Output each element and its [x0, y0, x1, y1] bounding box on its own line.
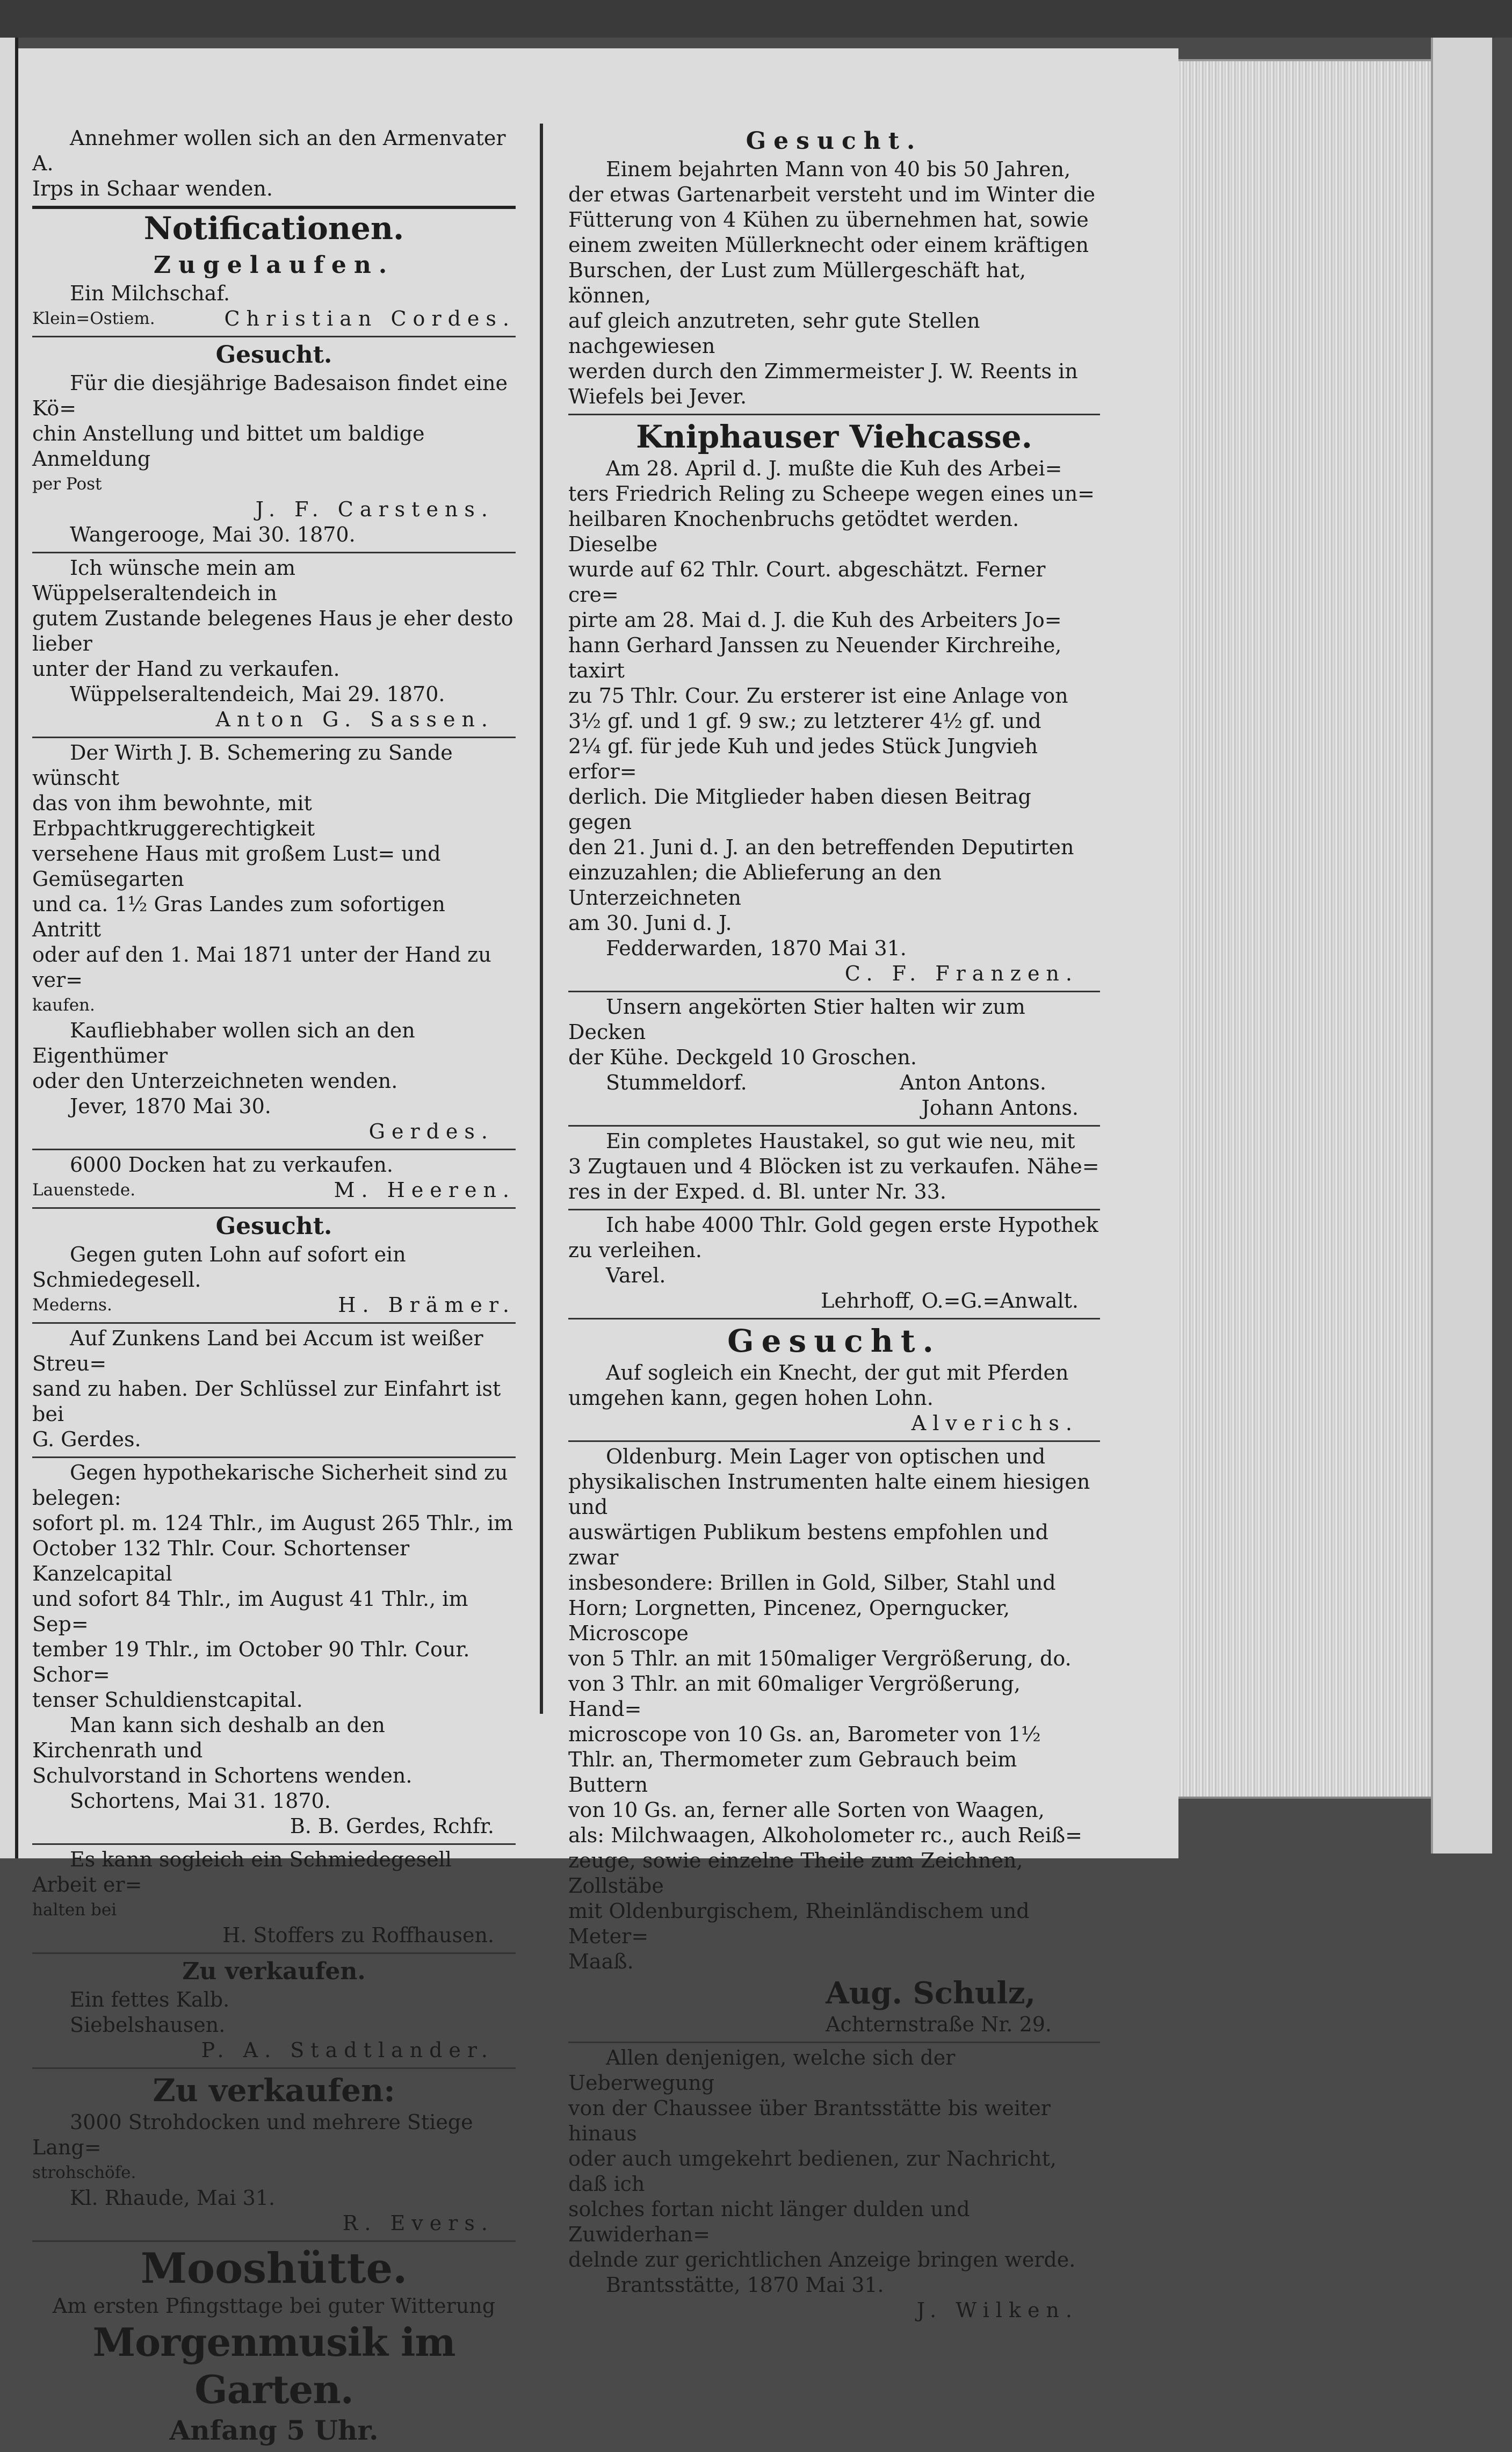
text-line: microscope von 10 Gs. an, Barometer von 1½: [568, 1722, 1041, 1746]
text-line: Horn; Lorgnetten, Pincenez, Operngucker, Microscope: [568, 1596, 1010, 1645]
text-line: von 10 Gs. an, ferner alle Sorten von Waagen,: [568, 1798, 1045, 1822]
text-line: der Kühe. Deckgeld 10 Groschen.: [568, 1045, 917, 1069]
ad-zugelaufen: [32, 248, 516, 337]
ad-heading: Zu verkaufen:: [153, 2072, 395, 2109]
ad-heading: Zu verkaufen.: [182, 1958, 366, 1985]
signature-row: [32, 1293, 516, 1318]
signature-row: [32, 1178, 516, 1203]
text-line: Wiefels bei Jever.: [568, 385, 747, 408]
text-line: Auf Zunkens Land bei Accum ist weißer Streu=: [32, 1326, 483, 1375]
ad-armenvater: [32, 124, 516, 209]
dateline: Jever, 1870 Mai 30.: [70, 1094, 271, 1118]
text-line: Für die diesjährige Badesaison findet eine Kö=: [32, 371, 508, 420]
ad-haus: [32, 553, 516, 738]
text-line: sofort pl. m. 124 Thlr., im August 265 Thlr., im: [32, 1511, 513, 1535]
text-line: umgehen kann, gegen hohen Lohn.: [568, 1386, 934, 1410]
text-line: 6000 Docken hat zu verkaufen.: [70, 1153, 393, 1177]
signature: Johann Antons.: [921, 1096, 1079, 1120]
ad-haustakel: [568, 1127, 1100, 1210]
signature: M. Heeren.: [334, 1178, 516, 1202]
signature: R. Evers.: [342, 2211, 494, 2235]
signature: Christian Cordes.: [224, 307, 516, 330]
ad-mooshuette: [32, 2242, 516, 2452]
signature: Lehrhoff, O.=G.=Anwalt.: [821, 1289, 1079, 1312]
text-line: strohschöfe.: [32, 2163, 136, 2182]
text-line: G. Gerdes.: [32, 1427, 141, 1451]
text-line: oder auf den 1. Mai 1871 unter der Hand zu ver=: [32, 943, 491, 992]
ad-gesucht-knecht-pferde: [568, 1319, 1100, 1442]
text-line: Es kann sogleich ein Schmiedegesell Arbeit er=: [32, 1848, 452, 1896]
signature: Alverichs.: [911, 1411, 1079, 1435]
ad-stier: [568, 992, 1100, 1127]
ad-kalb: [32, 1954, 516, 2069]
scan-background: [0, 0, 1512, 38]
text-line: von 5 Thlr. an mit 150maliger Vergrößerung, do.: [568, 1647, 1072, 1670]
left-column: [32, 124, 516, 2452]
text-line: sand zu haben. Der Schlüssel zur Einfahrt ist bei: [32, 1377, 501, 1426]
signature: B. B. Gerdes, Rchfr.: [290, 1814, 494, 1838]
text-line: res in der Exped. d. Bl. unter Nr. 33.: [568, 1180, 946, 1203]
text-line: physikalischen Instrumenten halte einem hiesigen und: [568, 1470, 1090, 1519]
text-line: 2¼ gf. für jede Kuh und jedes Stück Jungvieh erfor=: [568, 734, 1038, 783]
place: Varel.: [606, 1264, 666, 1287]
ad-gesucht-koechin: [32, 337, 516, 553]
text-line: das von ihm bewohnte, mit Erbpachtkruggerechtigkeit: [32, 791, 315, 840]
text-line: kaufen.: [32, 996, 95, 1015]
text-line: zeuge, sowie einzelne Theile zum Zeichnen, Zollstäbe: [568, 1849, 1023, 1898]
text-line: von der Chaussee über Brantsstätte bis weiter hinaus: [568, 2096, 1051, 2145]
text-line: am 30. Juni d. J.: [568, 911, 732, 935]
book-page-edges: [1178, 59, 1431, 1799]
text-line: zu verleihen.: [568, 1238, 703, 1262]
place: Mederns.: [32, 1295, 112, 1315]
text-line: halten bei: [32, 1900, 117, 1920]
text-line: Ich habe 4000 Thlr. Gold gegen erste Hypothek: [606, 1213, 1098, 1237]
text-line: 3000 Strohdocken und mehrere Stiege Lang=: [32, 2110, 473, 2159]
dateline: Kl. Rhaude, Mai 31.: [70, 2186, 276, 2210]
text-line: solches fortan nicht länger dulden und Zuwiderhan=: [568, 2197, 970, 2246]
text-line: tenser Schuldienstcapital.: [32, 1688, 303, 1712]
text-line: Gegen guten Lohn auf sofort ein Schmiedegesell.: [32, 1243, 406, 1292]
text-line: einem zweiten Müllerknecht oder einem kräftigen: [568, 233, 1089, 257]
ad-docken: [32, 1150, 516, 1209]
text-line: Fütterung von 4 Kühen zu übernehmen hat, sowie: [568, 208, 1089, 232]
ad-headline: Morgenmusik im Garten.: [92, 2319, 455, 2412]
text-line: Oldenburg. Mein Lager von optischen und: [606, 1445, 1046, 1468]
text-line: tember 19 Thlr., im October 90 Thlr. Cour. Schor=: [32, 1638, 470, 1686]
text-line: Einem bejahrten Mann von 40 bis 50 Jahren,: [606, 157, 1071, 181]
text-line: Annehmer wollen sich an den Armenvater A.: [32, 126, 506, 175]
text-line: zu 75 Thlr. Cour. Zu ersterer ist eine Anlage von: [568, 684, 1068, 708]
dateline: Brantsstätte, 1870 Mai 31.: [606, 2273, 884, 2297]
text-line: Allen denjenigen, welche sich der Ueberwegung: [568, 2046, 956, 2095]
text-line: auf gleich anzutreten, sehr gute Stellen nachgewiesen: [568, 309, 980, 358]
text-line: delnde zur gerichtlichen Anzeige bringen werde.: [568, 2248, 1076, 2271]
text-line: heilbaren Knochenbruchs getödtet werden. Dieselbe: [568, 507, 1019, 556]
ad-gold-hypothek: [568, 1210, 1100, 1319]
signature: H. Brämer.: [338, 1293, 516, 1317]
ad-heading: Kniphauser Viehcasse.: [636, 419, 1032, 455]
text-line: Ein fettes Kalb.: [70, 1988, 230, 2011]
text-line: 3 Zugtauen und 4 Blöcken ist zu verkaufen. Nähe=: [568, 1155, 1099, 1178]
text-line: October 132 Thlr. Cour. Schortenser Kanzelcapital: [32, 1537, 410, 1585]
signature: P. A. Stadtlander.: [201, 2038, 494, 2062]
ad-heading: Gesucht.: [215, 341, 332, 369]
signature: Gerdes.: [368, 1120, 494, 1143]
previous-page-edge: [0, 38, 18, 1858]
text-line: Ich wünsche mein am Wüppelseraltendeich in: [32, 556, 296, 605]
place: Lauenstede.: [32, 1180, 136, 1200]
ad-gesucht-knecht-muehle: [568, 124, 1100, 415]
text-line: der etwas Gartenarbeit versteht und im Winter die: [568, 183, 1095, 206]
ad-gesucht-schmied: [32, 1209, 516, 1324]
text-line: Am ersten Pfingsttage bei guter Witterung: [52, 2294, 496, 2318]
ad-chaussee: [568, 2043, 1100, 2327]
text-line: 3½ gf. und 1 gf. 9 sw.; zu letzterer 4½ gf. und: [568, 709, 1041, 733]
column-divider: [540, 124, 543, 1714]
text-line: gutem Zustande belegenes Haus je eher desto lieber: [32, 607, 513, 655]
place: Klein=Ostiem.: [32, 309, 155, 328]
ad-heading: Zugelaufen.: [153, 251, 395, 279]
text-line: Maaß.: [568, 1950, 634, 1973]
ad-viehcasse: [568, 415, 1100, 992]
text-line: oder den Unterzeichneten wenden.: [32, 1069, 398, 1093]
text-line: Der Wirth J. B. Schemering zu Sande wünscht: [32, 741, 453, 790]
ad-optik: [568, 1442, 1100, 2043]
signature: Aug. Schulz,: [826, 1975, 1036, 2011]
ad-subline: Anfang 5 Uhr.: [169, 2414, 379, 2446]
ad-heading: Gesucht.: [746, 127, 923, 155]
text-line: auswärtigen Publikum bestens empfohlen und zwar: [568, 1520, 1048, 1569]
ad-schemering: [32, 738, 516, 1150]
text-line: per Post: [32, 474, 102, 494]
signature: J. F. Carstens.: [255, 497, 494, 521]
address: Achternstraße Nr. 29.: [826, 2013, 1052, 2036]
text-line: oder auch umgekehrt bedienen, zur Nachricht, daß ich: [568, 2147, 1057, 2196]
dateline: Wüppelseraltendeich, Mai 29. 1870.: [70, 682, 445, 706]
book-cover: [1431, 38, 1492, 1854]
text-line: einzuzahlen; die Ablieferung an den Unterzeichneten: [568, 861, 942, 910]
signature: Anton G. Sassen.: [215, 708, 494, 731]
place: Stummeldorf.: [606, 1071, 747, 1094]
text-line: Am 28. April d. J. mußte die Kuh des Arbei=: [606, 457, 1062, 480]
text-line: und ca. 1½ Gras Landes zum sofortigen Antritt: [32, 892, 445, 941]
ad-schmiedegesell: [32, 1845, 516, 1954]
signature: C. F. Franzen.: [844, 962, 1079, 985]
ad-heading: Gesucht.: [727, 1323, 941, 1359]
text-line: Ein Milchschaf.: [70, 282, 230, 305]
signature: J. Wilken.: [916, 2298, 1079, 2322]
signature-row: [568, 1070, 1100, 1095]
text-line: Unsern angekörten Stier halten wir zum Decken: [568, 995, 1025, 1044]
dateline: Wangerooge, Mai 30. 1870.: [70, 523, 356, 546]
text-line: Man kann sich deshalb an den Kirchenrath und: [32, 1713, 385, 1762]
text-line: Gegen hypothekarische Sicherheit sind zu belegen:: [32, 1461, 508, 1510]
text-line: Schulvorstand in Schortens wenden.: [32, 1764, 413, 1787]
text-line: versehene Haus mit großem Lust= und Gemüsegarten: [32, 842, 441, 891]
place: Siebelshausen.: [70, 2013, 226, 2037]
signature: H. Stoffers zu Roffhausen.: [222, 1923, 494, 1947]
dateline: Schortens, Mai 31. 1870.: [70, 1789, 331, 1813]
text-line: Burschen, der Lust zum Müllergeschäft hat, können,: [568, 258, 1026, 307]
text-line: insbesondere: Brillen in Gold, Silber, Stahl und: [568, 1571, 1056, 1595]
text-line: Auf sogleich ein Knecht, der gut mit Pferden: [606, 1361, 1069, 1384]
text-line: Thlr. an, Thermometer zum Gebrauch beim Buttern: [568, 1748, 1017, 1797]
text-line: werden durch den Zimmermeister J. W. Reents in: [568, 359, 1078, 383]
text-line: und sofort 84 Thlr., im August 41 Thlr., im Sep=: [32, 1587, 468, 1636]
text-line: wurde auf 62 Thlr. Court. abgeschätzt. Ferner cre=: [568, 558, 1046, 607]
ad-hypothek: [32, 1458, 516, 1845]
right-column: [568, 124, 1100, 2327]
ad-streusand: [32, 1324, 516, 1458]
text-line: Ein completes Haustakel, so gut wie neu, mit: [606, 1129, 1075, 1153]
text-line: als: Milchwaagen, Alkoholometer rc., auch Reiß=: [568, 1823, 1082, 1847]
text-line: ters Friedrich Reling zu Scheepe wegen eines un=: [568, 482, 1095, 506]
ad-heading: Gesucht.: [215, 1213, 332, 1240]
signature-row: [32, 306, 516, 331]
signature: Anton Antons.: [900, 1071, 1046, 1094]
text-line: unter der Hand zu verkaufen.: [32, 657, 340, 681]
text-line: mit Oldenburgischem, Rheinländischem und Meter=: [568, 1899, 1030, 1948]
text-line: den 21. Juni d. J. an den betreffenden Deputirten: [568, 835, 1074, 859]
text-line: hann Gerhard Janssen zu Neuender Kirchreihe, taxirt: [568, 633, 1062, 682]
text-line: Kaufliebhaber wollen sich an den Eigenthümer: [32, 1019, 415, 1068]
ad-stroh: [32, 2069, 516, 2242]
text-line: pirte am 28. Mai d. J. die Kuh des Arbeiters Jo=: [568, 608, 1062, 632]
ad-title: Mooshütte.: [140, 2244, 408, 2293]
section-title: Notificationen.: [143, 210, 404, 247]
text-line: derlich. Die Mitglieder haben diesen Beitrag gegen: [568, 785, 1031, 834]
text-line: von 3 Thlr. an mit 60maliger Vergrößerung, Hand=: [568, 1672, 1021, 1721]
dateline: Fedderwarden, 1870 Mai 31.: [606, 936, 907, 960]
text-line: chin Anstellung und bittet um baldige Anmeldung: [32, 422, 425, 471]
text-line: Irps in Schaar wenden.: [32, 177, 273, 200]
